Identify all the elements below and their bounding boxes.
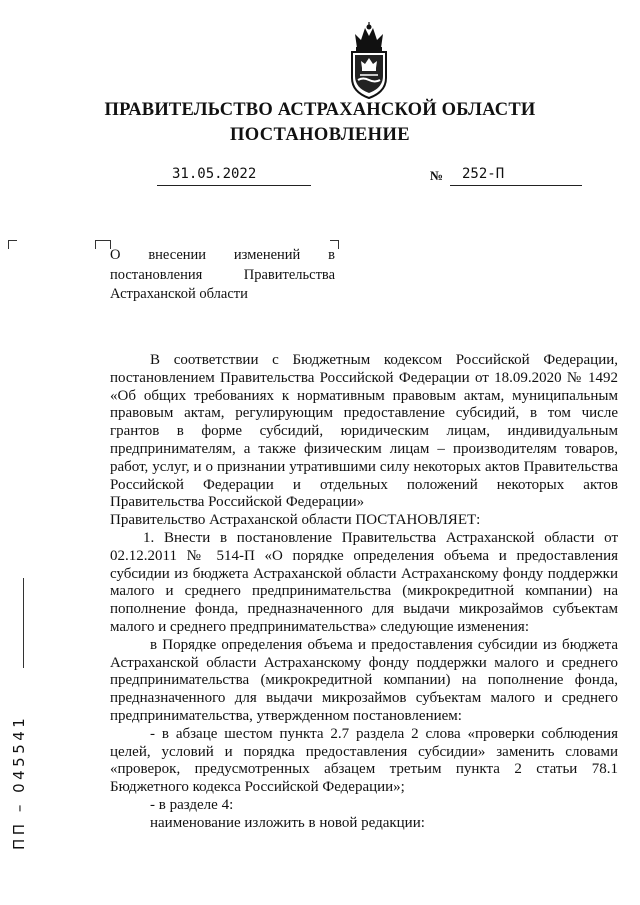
document-number: 252-П: [450, 166, 582, 186]
coat-of-arms-icon: [345, 22, 393, 100]
preamble-paragraph: В соответствии с Бюджетным кодексом Российской Федерации, постановлением Правительства Российской Федерации от 18.09.2020 № 1492 «Об общих требованиях к нормативным правовым актам, муниципальным правовым актам, регулирующим предоставление субсидий, в том числе грантов в форме субсидий, юридическим лицам, индивидуальным предпринимателям, а также физическим лицам – производителям товаров, работ, услуг, и о признании утратившими силу некоторых актов Правительства Российской Федерации и отдельных положений некоторых актов Правительства Российской Федерации»: [110, 352, 618, 511]
document-subject: О внесении изменений в постановления Правительства Астраханской области: [110, 247, 335, 302]
bullet-paragraph-2: - в разделе 4:: [150, 796, 234, 813]
last-line: наименование изложить в новой редакции:: [150, 814, 425, 831]
organization-title: ПРАВИТЕЛЬСТВО АСТРАХАНСКОЙ ОБЛАСТИ: [104, 100, 536, 120]
order-paragraph: в Порядке определения объема и предоставления субсидии из бюджета Астраханской области Астраханскому фонду поддержки малого и среднего предпринимательства (микрокредитной компании) на пополнение фонда, предназначенного для выдачи микрозаймов субъектам малого и среднего предпринимательства, утвержденном постановлением:: [110, 636, 618, 724]
document-date: 31.05.2022: [157, 166, 311, 186]
document-body: [110, 352, 618, 833]
margin-line: [23, 578, 24, 668]
corner-mark: [8, 240, 17, 249]
document-type: ПОСТАНОВЛЕНИЕ: [229, 125, 410, 145]
bullet-paragraph-1: - в абзаце шестом пункта 2.7 раздела 2 слова «проверки соблюдения целей, условий и порядка предоставления субсидии» заменить словами «проверок, предусмотренных абзацем третьим пункта 2 статьи 78.1 Бюджетного кодекса Российской Федерации»;: [110, 725, 618, 796]
item-1-paragraph: 1. Внести в постановление Правительства Астраханской области от 02.12.2011 № 514-П «О порядке определения объема и предоставления субсидии из бюджета Астраханской области Астраханскому фонду поддержки малого и среднего предпринимательства (микрокредитной компании) на пополнение фонда, предназначенного для выдачи микрозаймов субъектам малого и среднего предпринимательства» следующие изменения:: [110, 529, 618, 635]
serial-number: ПП – 045541: [10, 714, 28, 850]
number-label: №: [430, 168, 444, 183]
decree-line: Правительство Астраханской области ПОСТАНОВЛЯЕТ:: [110, 512, 481, 529]
